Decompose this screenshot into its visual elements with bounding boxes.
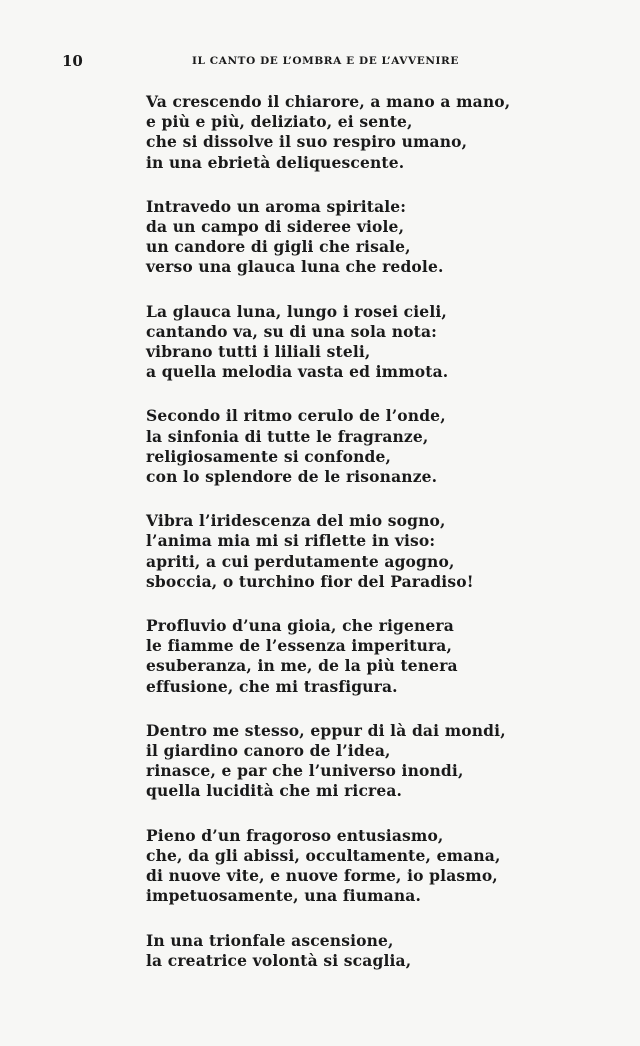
stanza — [146, 720, 506, 802]
verse-line: le fiamme de l’essenza imperitura, — [146, 636, 453, 656]
verse-line: cantando va, su di una sola nota: — [146, 321, 438, 341]
verse-line: la creatrice volontà si scaglia, — [146, 950, 412, 970]
verse-line: impetuosamente, una fiumana. — [146, 886, 422, 906]
verse-line: Profluvio d’una gioia, che rigenera — [146, 616, 454, 636]
verse-line: In una trionfale ascensione, — [146, 930, 394, 950]
verse-line: rinasce, e par che l’universo inondi, — [146, 761, 464, 781]
verse-line: apriti, a cui perdutamente agogno, — [146, 551, 455, 571]
verse-line: con lo splendore de le risonanze. — [146, 467, 438, 487]
verse-line: Va crescendo il chiarore, a mano a mano, — [146, 92, 511, 111]
verse-line: l’anima mia mi si riflette in viso: — [146, 531, 436, 551]
verse-line: sboccia, o turchino fior del Paradiso! — [146, 571, 474, 591]
verse-line: che, da gli abissi, occultamente, emana, — [146, 845, 501, 865]
verse-line: esuberanza, in me, de la più tenera — [146, 656, 458, 676]
verse-line: Pieno d’un fragoroso entusiasmo, — [146, 825, 444, 845]
stanza — [146, 197, 486, 278]
verse-line: e più e più, deliziato, ei sente, — [146, 112, 413, 132]
stanza — [146, 92, 511, 173]
verse-line: da un campo di sideree viole, — [146, 217, 405, 237]
verse-line: la sinfonia di tutte le fragranze, — [146, 426, 429, 446]
verse-line: che si dissolve il suo respiro umano, — [146, 132, 468, 152]
stanza — [146, 616, 486, 697]
verse-line: Secondo il ritmo cerulo de l’onde, — [146, 406, 446, 426]
verse-line: di nuove vite, e nuove forme, io plasmo, — [146, 866, 498, 886]
verse-line: quella lucidità che mi ricrea. — [146, 781, 403, 801]
stanza — [146, 406, 486, 487]
stanza — [146, 511, 486, 592]
stanza — [146, 825, 501, 907]
verse-line: Intravedo un aroma spiritale: — [146, 196, 407, 216]
verse-line: in una ebrietà deliquescente. — [146, 152, 405, 172]
page-number: 10 — [62, 52, 83, 70]
verse-line: verso una glauca luna che redole. — [146, 257, 444, 277]
verse-line: il giardino canoro de l’idea, — [146, 741, 391, 761]
verse-line: La glauca luna, lungo i rosei cieli, — [146, 301, 447, 321]
stanza — [146, 302, 486, 383]
running-head: IL CANTO DE L’OMBRA E DE L’AVVENIRE — [192, 55, 459, 67]
poem-body — [146, 92, 511, 971]
verse-line: un candore di gigli che risale, — [146, 237, 411, 257]
verse-line: Dentro me stesso, eppur di là dai mondi, — [146, 720, 506, 740]
verse-line: a quella melodia vasta ed immota. — [146, 362, 449, 382]
verse-line: vibrano tutti i liliali steli, — [146, 342, 371, 362]
verse-line: religiosamente si confonde, — [146, 446, 392, 466]
verse-line: Vibra l’iridescenza del mio sogno, — [146, 511, 446, 531]
stanza — [146, 931, 486, 971]
page-header — [62, 52, 522, 72]
verse-line: effusione, che mi trasfigura. — [146, 676, 398, 696]
